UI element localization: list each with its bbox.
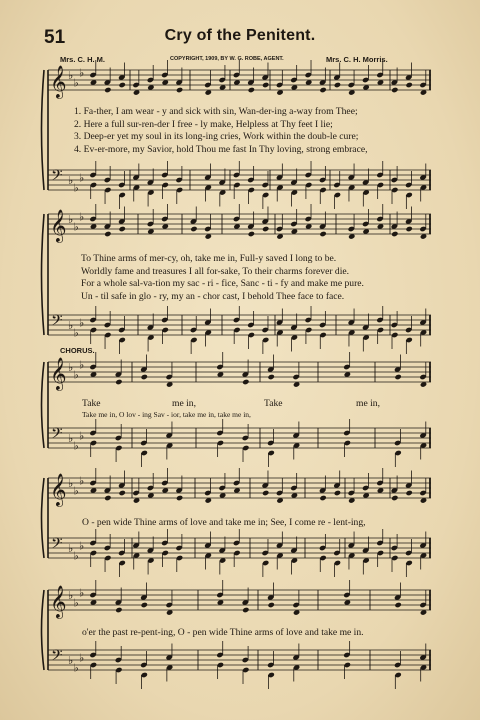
chorus-bass-lyric: Take me in, O lov - ing Sav - ior, take me in, take me in,	[82, 410, 251, 419]
treble-clef-icon: 𝄞	[50, 585, 67, 618]
flat-icon: ♭	[73, 661, 79, 675]
copyright-notice: COPYRIGHT, 1909, BY W. G. ROBE, AGENT.	[170, 56, 284, 62]
flat-icon: ♭	[68, 361, 74, 374]
chorus-line-2: O - pen wide Thine arms of love and take me in; See, I come re - lent-ing,	[82, 517, 366, 528]
treble-clef-icon: 𝄞	[50, 209, 67, 242]
flat-icon: ♭	[79, 358, 85, 372]
flat-icon: ♭	[73, 484, 79, 498]
verse-2-part2: Worldly fame and treasures I all for-sake, To their charms forever die.	[81, 265, 350, 277]
hymn-title: Cry of the Penitent.	[164, 27, 316, 44]
flat-icon: ♭	[79, 474, 85, 488]
flat-icon: ♭	[73, 439, 79, 453]
flat-icon: ♭	[73, 181, 79, 195]
hymn-number: 51	[44, 27, 66, 48]
treble-clef-icon: 𝄞	[50, 473, 67, 506]
flat-icon: ♭	[79, 210, 85, 224]
flat-icon: ♭	[79, 539, 85, 553]
verse-4-part2: Un - til safe in glo - ry, my an - chor cast, I behold Thee face to face.	[81, 290, 345, 302]
flat-icon: ♭	[68, 69, 74, 82]
flat-icon: ♭	[68, 174, 74, 187]
bass-clef-icon: 𝄢	[51, 647, 63, 668]
bass-clef-icon: 𝄢	[51, 167, 63, 188]
chorus-word: Take	[82, 398, 101, 409]
brace	[42, 214, 45, 335]
brace	[42, 362, 45, 448]
chorus-word: me in,	[356, 398, 380, 409]
verse-3-part2: For a whole sal-va-tion my sac - ri - fice, Sanc - ti - fy and make me pure.	[81, 278, 364, 289]
bass-clef-icon: 𝄢	[51, 425, 63, 446]
verse-1-part2: To Thine arms of mer-cy, oh, take me in, Full-y saved I long to be.	[81, 253, 337, 264]
flat-icon: ♭	[79, 171, 85, 185]
flat-icon: ♭	[68, 589, 74, 602]
flat-icon: ♭	[73, 549, 79, 563]
flat-icon: ♭	[68, 542, 74, 555]
flat-icon: ♭	[73, 326, 79, 340]
flat-icon: ♭	[79, 429, 85, 443]
flat-icon: ♭	[73, 76, 79, 90]
flat-icon: ♭	[68, 654, 74, 667]
flat-icon: ♭	[73, 596, 79, 610]
flat-icon: ♭	[73, 368, 79, 382]
brace	[42, 70, 45, 190]
chorus-label: CHORUS.	[60, 346, 95, 355]
flat-icon: ♭	[79, 66, 85, 80]
verse-1-part1: 1. Fa-ther, I am wear - y and sick with sin, Wan-der-ing a-way from Thee;	[74, 106, 358, 117]
flat-icon: ♭	[68, 477, 74, 490]
verse-2-part1: 2. Here a full sur-ren-der I free - ly make, Helpless at Thy feet I lie;	[74, 118, 333, 130]
bass-clef-icon: 𝄢	[51, 312, 63, 333]
verse-4-part1: 4. Ev-er-more, my Savior, hold Thou me fast In Thy loving, strong embrace,	[74, 143, 368, 155]
chorus-word: me in,	[172, 398, 196, 409]
flat-icon: ♭	[79, 651, 85, 665]
chorus-word: Take	[264, 398, 283, 409]
composer-credit: Mrs. C. H. Morris.	[326, 55, 388, 64]
flat-icon: ♭	[79, 316, 85, 330]
verse-3-part1: 3. Deep-er yet my soul in its long-ing cries, Work within the doub-le cure;	[74, 131, 359, 142]
brace	[42, 478, 45, 558]
lyricist-credit: Mrs. C. H. M.	[60, 55, 106, 64]
treble-clef-icon: 𝄞	[50, 65, 67, 98]
treble-clef-icon: 𝄞	[50, 357, 67, 390]
brace	[42, 590, 45, 670]
chorus-line-3: o'er the past re-pent-ing, O - pen wide Thine arms of love and take me in.	[82, 627, 364, 638]
bass-clef-icon: 𝄢	[51, 535, 63, 556]
flat-icon: ♭	[73, 220, 79, 234]
flat-icon: ♭	[68, 432, 74, 445]
flat-icon: ♭	[68, 213, 74, 226]
flat-icon: ♭	[79, 586, 85, 600]
flat-icon: ♭	[68, 319, 74, 332]
